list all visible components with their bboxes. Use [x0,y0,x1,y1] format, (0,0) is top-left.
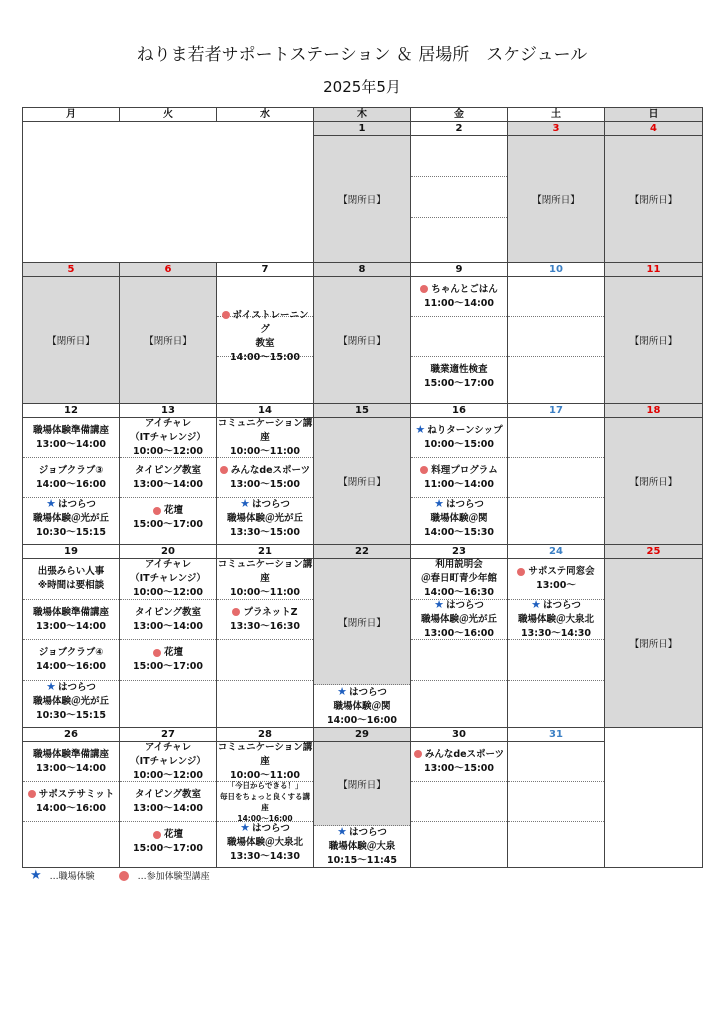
event-title: 出張みらい人事 [37,566,105,577]
event-title: アイチャレ [144,559,192,570]
event-slot [120,418,216,458]
event-slot [23,742,119,782]
event-time: 11:00～14:00 [424,297,494,309]
event-title: 花壇 [163,829,183,840]
event-time: 14:00～16:00 [237,813,293,823]
event-time: 13:00～15:00 [424,762,494,774]
event-slot [411,218,507,258]
day-number: 26 [23,728,119,742]
course-dot-icon [119,871,129,881]
day-cell [605,545,703,728]
course-dot-icon [220,466,228,474]
event-time: 13:00～ [536,580,576,591]
day-cell [605,263,703,404]
week-row [23,263,703,404]
closed-label: 【閉所日】 [144,336,192,347]
event-title: サポステ同窓会 [528,566,595,577]
event-time: 13:30～16:30 [230,620,300,632]
event-slot [23,640,119,681]
event-time: 14:00～16:00 [327,714,397,726]
event-time: 15:00～17:00 [424,378,494,389]
event-detail: （ITチャレンジ） [130,431,206,443]
event-slot [508,317,604,357]
day-number: 18 [605,404,702,418]
event-slot [23,782,119,822]
weekday-header [23,108,703,122]
event-detail: 職場体験＠関 [333,700,391,712]
event-time: 15:00～17:00 [133,661,203,672]
event-title: コミュニケーション講座 [217,417,313,443]
closed-label: 【閉所日】 [629,639,678,650]
event-detail: 職場体験＠光が丘 [32,512,109,524]
event-slot [23,559,119,600]
event-time: 15:00～17:00 [133,843,203,854]
event-slot [120,640,216,681]
event-slot [411,681,507,722]
star-icon: ★ [46,680,56,693]
event-time: 10:00～11:00 [230,587,300,598]
weekday-sat: 土 [508,108,605,122]
day-cell [217,404,314,545]
event-time: 11:00～14:00 [424,478,494,490]
event-slot [411,277,507,317]
event-title: はつらつ [57,682,96,693]
day-number: 15 [314,404,410,418]
event-time: 13:00～14:00 [36,620,106,632]
event-slot [120,782,216,822]
event-detail: （ITチャレンジ） [130,573,206,584]
day-cell [217,728,314,868]
event-slot [411,600,507,640]
event-detail: 職場体験＠光が丘 [226,512,303,524]
day-cell [314,545,411,728]
day-number: 25 [605,545,702,559]
event-title: はつらつ [251,822,290,834]
day-number: 2 [411,122,507,136]
day-number: 4 [605,122,702,136]
event-title: コミュニケーション講座 [217,741,313,767]
course-dot-icon [414,750,422,758]
event-title: 職場体験準備講座 [32,606,109,618]
event-title: ねりターンシップ [427,425,503,436]
day-cell [314,122,411,263]
day-number: 6 [120,263,216,277]
event-slot [314,826,410,867]
empty-cell [605,728,703,868]
course-dot-icon [153,831,161,839]
day-number: 11 [605,263,702,277]
legend-star-label: …職場体験 [49,872,95,882]
event-title: 花壇 [163,505,183,516]
day-number: 21 [217,545,313,559]
day-number: 28 [217,728,313,742]
event-title: 料理プログラム [431,464,498,476]
day-cell [411,263,508,404]
event-detail: 職場体験＠関 [430,512,488,524]
day-number: 31 [508,728,604,742]
event-title: はつらつ [445,600,484,611]
event-title: みんなdeスポーツ [424,748,505,760]
weekday-wed: 水 [217,108,314,122]
day-number: 24 [508,545,604,559]
weekday-tue: 火 [120,108,217,122]
event-slot [411,458,507,498]
star-icon: ★ [46,496,56,510]
event-time: 10:00～12:00 [133,445,203,457]
course-dot-icon [232,608,240,616]
event-time: 15:00～17:00 [133,519,203,530]
day-number: 19 [23,545,119,559]
day-number: 9 [411,263,507,277]
star-icon: ★ [434,598,444,611]
event-slot [120,681,216,722]
month-title: 2025年5月 [323,78,401,96]
closed-label: 【閉所日】 [629,195,678,206]
course-dot-icon [420,466,428,474]
event-title: 職場体験準備講座 [32,424,109,436]
event-detail: 教室 [255,337,275,349]
day-number: 1 [314,122,410,136]
closed-label: 【閉所日】 [532,195,580,206]
event-title: タイピング教室 [134,606,202,618]
day-number: 16 [411,404,507,418]
day-number: 27 [120,728,216,742]
event-slot [508,277,604,317]
day-cell [120,545,217,728]
day-number: 10 [508,263,604,277]
event-time: 13:30～15:00 [230,526,300,538]
event-title: 花壇 [163,647,183,658]
event-slot [23,418,119,458]
event-detail: 職場体験＠大泉北 [517,614,594,625]
event-slot [411,559,507,600]
event-time: 13:00～14:00 [133,620,203,632]
closed-label: 【閉所日】 [338,336,386,347]
day-number: 14 [217,404,313,418]
event-title: みんなdeスポーツ [230,464,311,476]
star-icon: ★ [240,820,250,834]
day-cell [120,404,217,545]
calendar [22,107,703,868]
event-title: はつらつ [251,498,290,510]
empty-cell [23,122,314,263]
star-icon: ★ [415,423,426,436]
event-title: はつらつ [348,686,387,698]
event-slot [508,600,604,640]
event-detail: 毎日をちょっと良くする講座 [220,791,310,812]
event-time: 13:00～14:00 [133,478,203,490]
day-cell [314,404,411,545]
event-time: 14:00～16:30 [424,587,494,598]
star-icon: ★ [240,496,250,510]
closed-label: 【閉所日】 [47,336,95,347]
day-cell [23,404,120,545]
event-slot [217,418,313,458]
event-title: はつらつ [445,498,484,510]
event-title: ボイストレーニング [232,309,309,335]
day-cell [120,728,217,868]
day-cell [217,545,314,728]
closed-label: 【閉所日】 [338,477,386,488]
event-detail: 職場体験＠大泉北 [226,836,303,848]
event-time: 14:00～15:00 [230,351,300,363]
day-cell [120,263,217,404]
event-note: ※時間は要相談 [37,580,105,591]
legend-dot-label: …参加体験型講座 [137,872,210,882]
day-cell [605,404,703,545]
day-cell [217,263,314,404]
event-slot [411,317,507,357]
event-title: サポステサミット [38,788,115,800]
week-row [23,728,703,868]
course-dot-icon [153,507,161,515]
event-title: ジョブクラブ④ [38,647,104,658]
event-slot [217,559,313,600]
event-slot [120,742,216,782]
event-time: 10:00～15:00 [424,439,494,450]
event-slot [217,822,313,862]
day-number: 8 [314,263,410,277]
closed-label: 【閉所日】 [629,336,678,347]
day-number: 29 [314,728,410,742]
event-time: 13:00～16:00 [424,628,494,639]
event-time: 10:00～12:00 [133,587,203,598]
event-slot [314,685,410,727]
event-time: 13:30～14:30 [521,628,591,639]
event-slot [508,782,604,822]
event-slot [120,600,216,640]
event-slot [508,357,604,397]
event-slot [411,742,507,782]
course-dot-icon [420,285,428,293]
event-title: プラネットZ [243,606,298,618]
day-number: 22 [314,545,410,559]
event-slot [508,418,604,458]
closed-label: 【閉所日】 [338,195,386,206]
day-number: 13 [120,404,216,418]
event-slot [120,498,216,538]
event-slot [411,498,507,538]
page-title: ねりま若者サポートステーション ＆ 居場所 スケジュール [136,45,588,65]
event-slot [23,822,119,862]
course-dot-icon [28,790,36,798]
event-title: 利用説明会 [435,559,483,570]
event-slot [217,458,313,498]
star-icon: ★ [30,868,42,883]
day-cell [508,404,605,545]
day-cell [314,728,411,868]
event-slot [217,782,313,822]
day-cell [508,728,605,868]
star-icon: ★ [531,598,541,611]
event-slot [120,822,216,862]
day-number: 20 [120,545,216,559]
weekday-thu: 木 [314,108,411,122]
event-slot [411,640,507,681]
event-slot [508,742,604,782]
event-time: 10:15～11:45 [327,855,397,866]
course-dot-icon [517,568,525,576]
weekday-mon: 月 [23,108,120,122]
event-time: 10:00～11:00 [230,445,300,457]
event-time: 10:30～15:15 [36,710,106,721]
day-cell [508,263,605,404]
event-time: 14:00～16:00 [36,661,106,672]
event-title: はつらつ [348,827,387,838]
closed-label: 【閉所日】 [629,477,678,488]
event-detail: ＠春日町青少年館 [420,573,497,584]
event-slot [217,309,313,363]
event-slot [508,498,604,538]
event-title: 職場体験準備講座 [32,748,109,760]
star-icon: ★ [337,825,347,838]
event-time: 13:00～14:00 [36,438,106,450]
event-slot [411,782,507,822]
event-time: 14:00～16:00 [36,802,106,814]
event-time: 13:00～14:00 [36,762,106,774]
event-slot [217,498,313,538]
weekday-fri: 金 [411,108,508,122]
event-title: 「今日からできる！」 [227,780,303,790]
day-cell [508,545,605,728]
day-cell [411,404,508,545]
event-title: タイピング教室 [134,788,202,800]
event-slot [120,559,216,600]
day-number: 23 [411,545,507,559]
event-title: はつらつ [57,498,96,510]
event-slot [508,640,604,681]
week-row [23,122,703,263]
event-slot [23,498,119,538]
day-number: 7 [217,263,313,277]
closed-label: 【閉所日】 [314,742,410,826]
event-slot [217,681,313,722]
event-slot [411,136,507,177]
event-time: 14:00～15:30 [424,526,494,538]
day-cell [508,122,605,263]
event-slot [508,681,604,722]
event-title: ジョブクラブ③ [38,464,104,476]
day-number: 12 [23,404,119,418]
event-detail: 職場体験＠光が丘 [420,614,497,625]
event-time: 13:00～14:00 [133,802,203,814]
event-slot [23,681,119,722]
day-number: 5 [23,263,119,277]
event-slot [217,640,313,681]
event-slot [508,559,604,600]
course-dot-icon [222,311,230,319]
event-detail: 職場体験＠光が丘 [32,696,109,707]
event-slot [411,177,507,218]
event-slot [23,458,119,498]
star-icon: ★ [337,684,347,698]
event-time: 10:30～15:15 [36,526,106,538]
star-icon: ★ [434,496,444,510]
event-title: コミュニケーション講座 [217,559,313,584]
week-row [23,404,703,545]
event-time: 13:30～14:30 [230,850,300,862]
day-cell [23,263,120,404]
event-title: アイチャレ [144,417,192,429]
event-detail: 職場体験＠大泉 [328,841,396,852]
event-slot [120,458,216,498]
event-slot [411,357,507,397]
day-cell [23,545,120,728]
event-slot [23,600,119,640]
event-slot [411,822,507,862]
event-slot [217,742,313,782]
course-dot-icon [153,649,161,657]
event-time: 14:00～16:00 [36,478,106,490]
day-cell [411,728,508,868]
day-cell [605,122,703,263]
event-slot [217,600,313,640]
event-time: 13:00～15:00 [230,478,300,490]
event-slot [411,418,507,458]
event-slot [508,822,604,862]
day-cell [411,122,508,263]
day-number: 17 [508,404,604,418]
closed-label: 【閉所日】 [314,559,410,685]
event-detail: （ITチャレンジ） [130,755,206,767]
day-cell [314,263,411,404]
day-number: 30 [411,728,507,742]
event-title: 職業適性検査 [430,364,488,375]
event-title: タイピング教室 [134,464,202,476]
event-time: 10:00～11:00 [230,769,300,781]
day-cell [411,545,508,728]
event-slot [508,458,604,498]
event-title: アイチャレ [144,741,192,753]
event-title: はつらつ [542,600,581,611]
event-title: ちゃんとごはん [431,283,498,295]
weekday-sun: 日 [605,108,703,122]
day-number: 3 [508,122,604,136]
day-cell [23,728,120,868]
event-time: 10:00～12:00 [133,769,203,781]
week-row [23,545,703,728]
legend [30,868,210,883]
